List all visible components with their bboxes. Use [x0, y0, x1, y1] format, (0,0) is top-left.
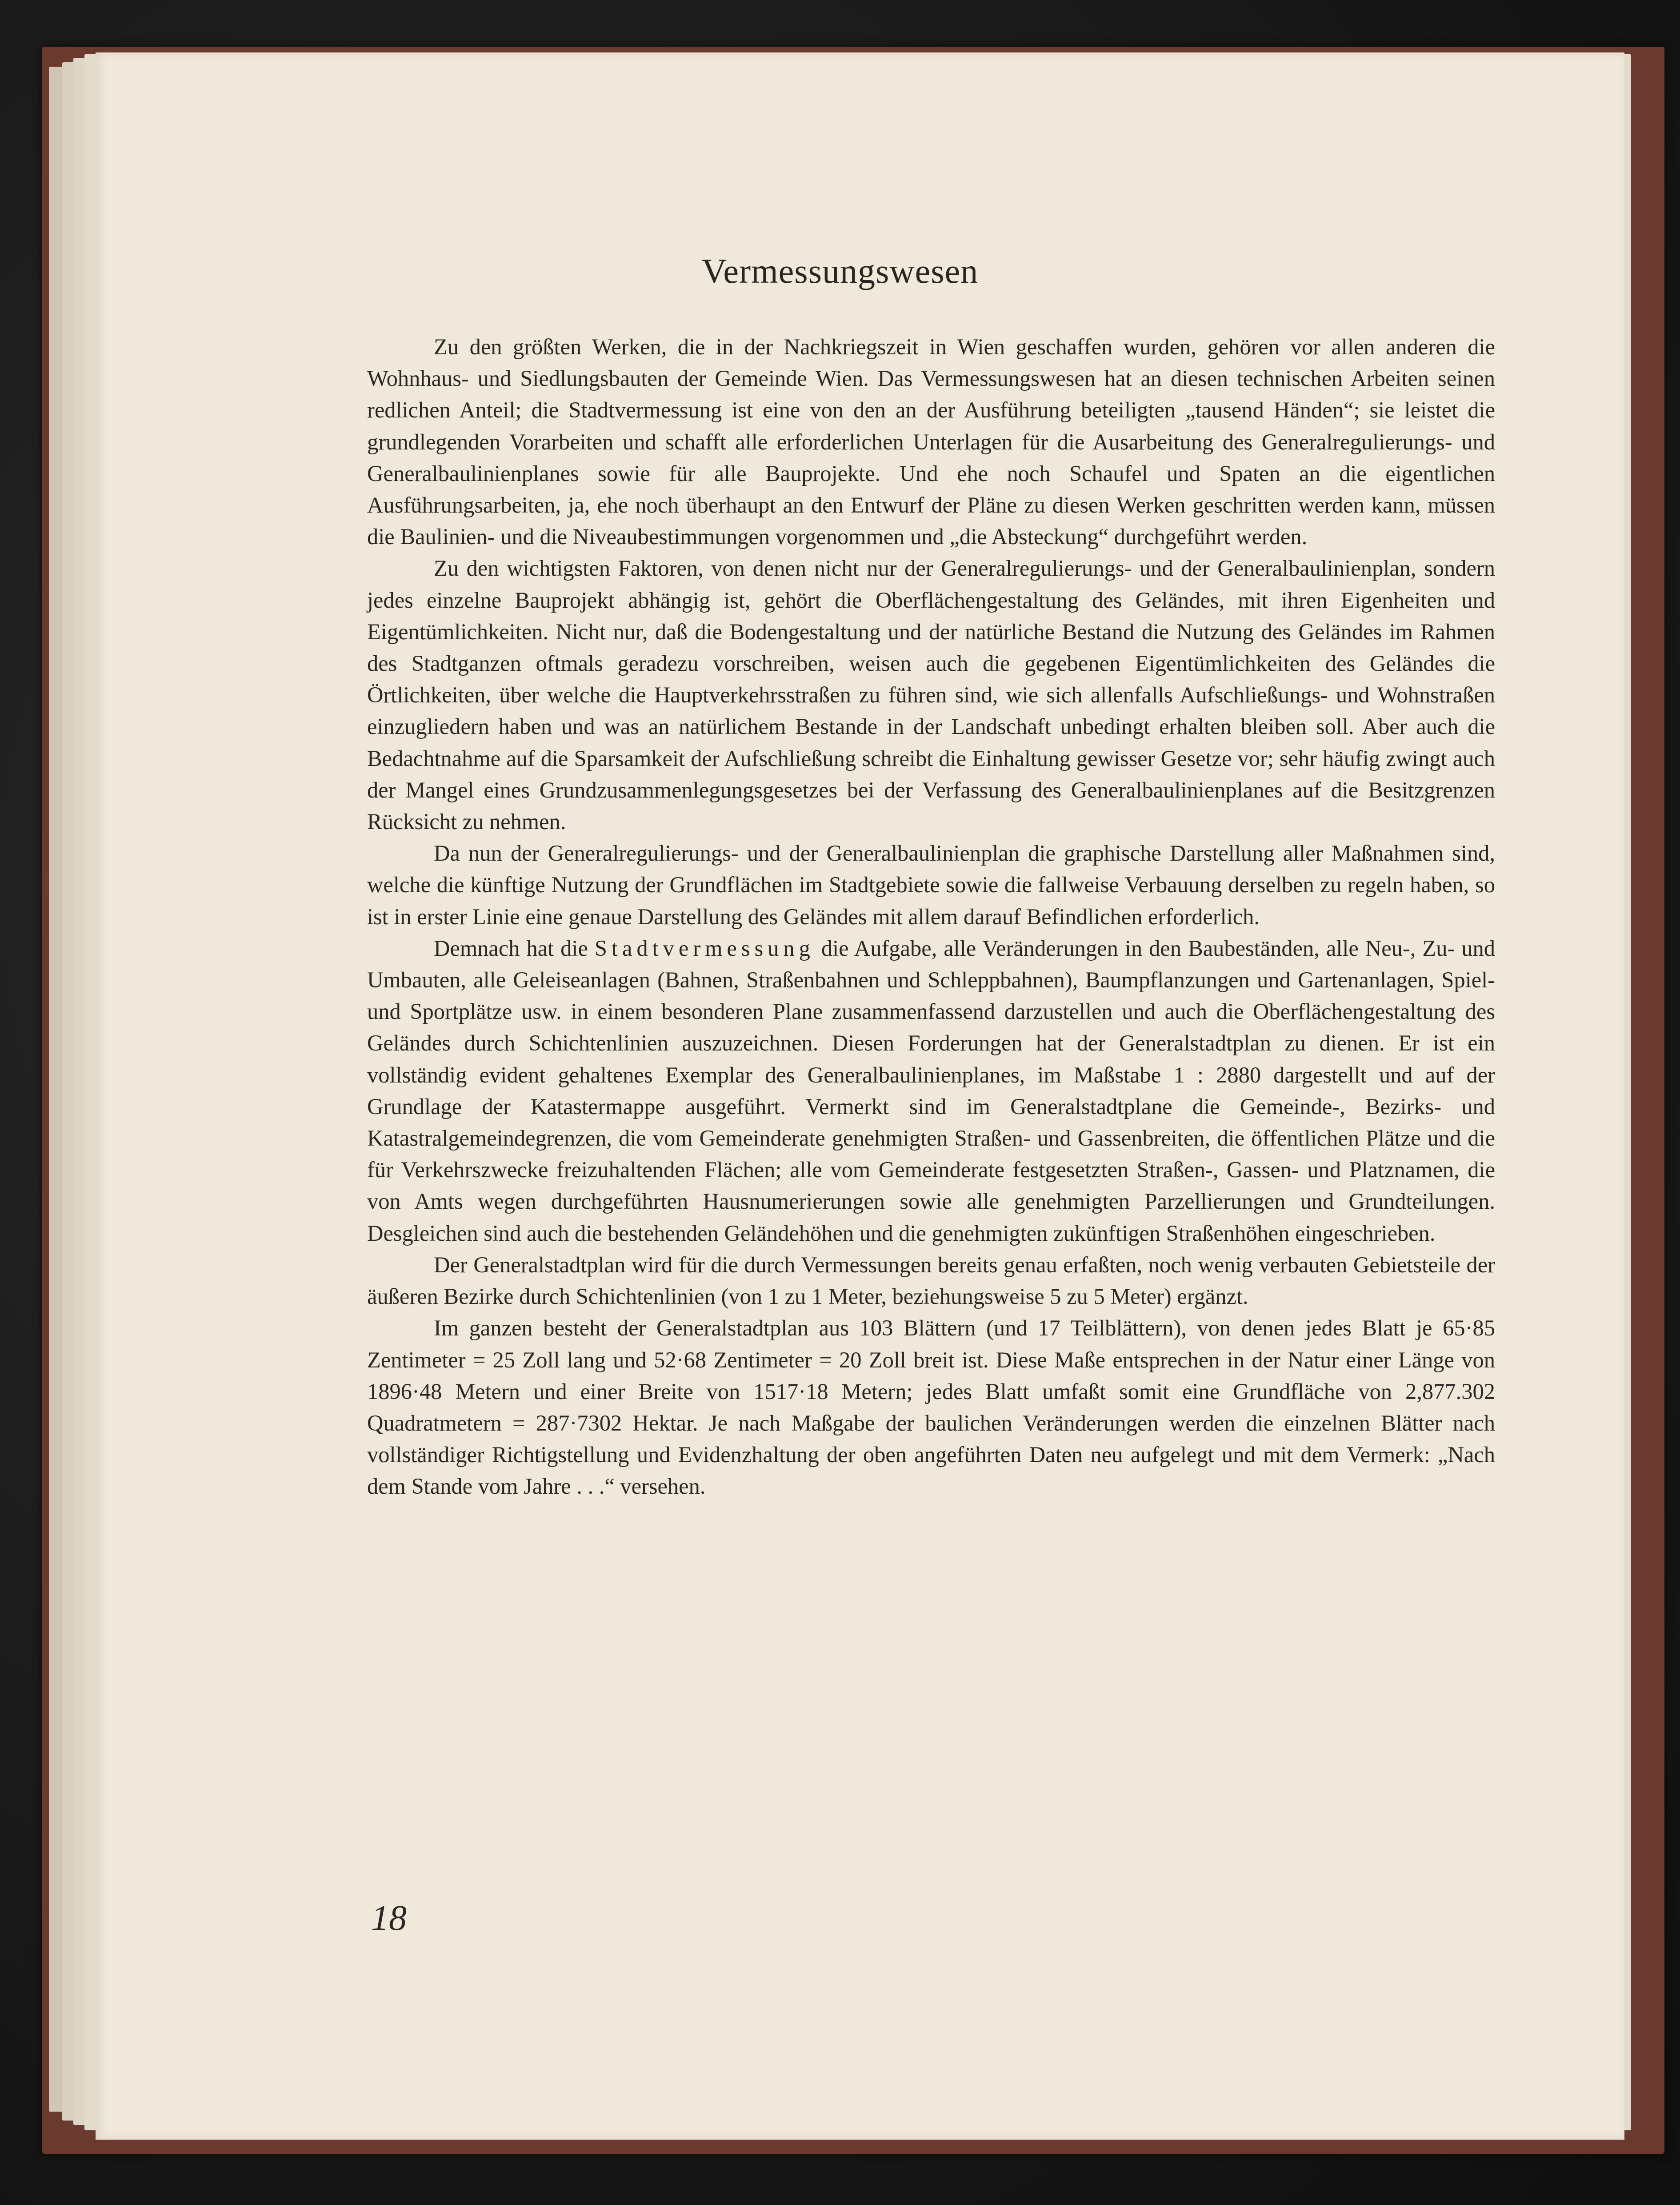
- paragraph: Zu den größten Werken, die in der Nachkriegszeit in Wien geschaffen wurden, gehören vor allen anderen die Wohnhaus- und Siedlungsbauten der Gemeinde Wien. Das Vermessungswesen hat an diesen technischen Arbeiten seinen redlichen Anteil; die Stadtvermessung ist eine von den an der Ausführung beteiligten „tausend Händen“; sie leistet die grundlegenden Vorarbeiten und schafft alle erforderlichen Unterlagen für die Ausarbeitung des Generalregulierungs- und Generalbaulinienplanes sowie für alle Bauprojekte. Und ehe noch Schaufel und Spaten an die eigentlichen Ausführungsarbeiten, ja, ehe noch überhaupt an den Entwurf der Pläne zu diesen Werken geschritten werden kann, müssen die Baulinien- und die Niveaubestimmungen vorgenommen und „die Absteckung“ durchgeführt werden.: [367, 334, 1495, 549]
- paragraph: [367, 933, 1495, 1249]
- paragraph: Der Generalstadtplan wird für die durch Vermessungen bereits genau erfaßten, noch wenig verbauten Gebietsteile der äußeren Bezirke durch Schichtenlinien (von 1 zu 1 Meter, beziehungsweise 5 zu 5 Meter) ergänzt.: [367, 1252, 1495, 1309]
- paragraph-text: Demnach hat die: [434, 935, 595, 961]
- emphasized-term: Stadtvermessung: [594, 935, 815, 961]
- paragraph: Zu den wichtigsten Faktoren, von denen nicht nur der Generalregulierungs- und der Generalbaulinienplan, sondern jedes einzelne Bauprojekt abhängig ist, gehört die Oberflächengestaltung des Geländes, mit ihren Eigenheiten und Eigentümlichkeiten. Nicht nur, daß die Bodengestaltung und der natürliche Bestand die Nutzung des Geländes im Rahmen des Stadtganzen oftmals geradezu vorschreiben, weisen auch die gegebenen Eigentümlichkeiten des Geländes die Örtlichkeiten, über welche die Hauptverkehrsstraßen zu führen sind, wie sich allenfalls Aufschließungs- und Wohnstraßen einzugliedern haben und was an natürlichem Bestande in der Landschaft unbedingt erhalten bleiben soll. Aber auch die Bedachtnahme auf die Sparsamkeit der Aufschließung schreibt die Einhaltung gewisser Gesetze vor; sehr häufig zwingt auch der Mangel eines Grundzusammenlegungsgesetzes bei der Verfassung des Generalbaulinienplanes auf die Besitzgrenzen Rücksicht zu nehmen.: [367, 556, 1495, 834]
- paragraph: Im ganzen besteht der Generalstadtplan aus 103 Blättern (und 17 Teilblättern), von denen jedes Blatt je 65·85 Zentimeter = 25 Zoll lang und 52·68 Zentimeter = 20 Zoll breit ist. Diese Maße entsprechen in der Natur einer Länge von 1896·48 Metern und einer Breite von 1517·18 Metern; jedes Blatt umfaßt somit eine Grundfläche von 2,877.302 Quadratmetern = 287·7302 Hektar. Je nach Maßgabe der baulichen Veränderungen werden die einzelnen Blätter nach vollständiger Richtigstellung und Evidenzhaltung der oben angeführten Daten neu aufgelegt und mit dem Vermerk: „Nach dem Stande vom Jahre . . .“ versehen.: [367, 1315, 1495, 1499]
- body-text: [367, 331, 1495, 1503]
- page-number: 18: [371, 1899, 407, 1938]
- paragraph-text: die Aufgabe, alle Veränderungen in den Baubeständen, alle Neu-, Zu- und Umbauten, alle Geleiseanlagen (Bahnen, Straßenbahnen und Schleppbahnen), Baumpflanzungen und Gartenanlagen, Spiel- und Sportplätze usw. in einem besonderen Plane zusammenfassend darzustellen und auch die Oberflächengestaltung des Geländes durch Schichtenlinien auszuzeichnen. Diesen Forderungen hat der Generalstadtplan zu dienen. Er ist ein vollständig evident gehaltenes Exemplar des Generalbaulinienplanes, im Maßstabe 1 : 2880 dargestellt und auf der Grundlage der Katastermappe ausgeführt. Vermerkt sind im Generalstadtplane die Gemeinde-, Bezirks- und Katastralgemeindegrenzen, die vom Gemeinderate genehmigten Straßen- und Gassenbreiten, die öffentlichen Plätze und die für Verkehrszwecke freizuhaltenden Flächen; alle vom Gemeinderate festgesetzten Straßen-, Gassen- und Platznamen, die von Amts wegen durchgeführten Hausnumerierungen sowie alle genehmigten Parzellierungen und Grundteilungen. Desgleichen sind auch die bestehenden Geländehöhen und die genehmigten zukünftigen Straßenhöhen eingeschrieben.: [367, 935, 1495, 1246]
- paragraph: Da nun der Generalregulierungs- und der Generalbaulinienplan die graphische Darstellung aller Maßnahmen sind, welche die künftige Nutzung der Grundflächen im Stadtgebiete sowie die fallweise Verbauung derselben zu regeln haben, so ist in erster Linie eine genaue Darstellung des Geländes mit allem darauf Befindlichen erforderlich.: [367, 841, 1495, 929]
- page-title: Vermessungswesen: [701, 252, 979, 290]
